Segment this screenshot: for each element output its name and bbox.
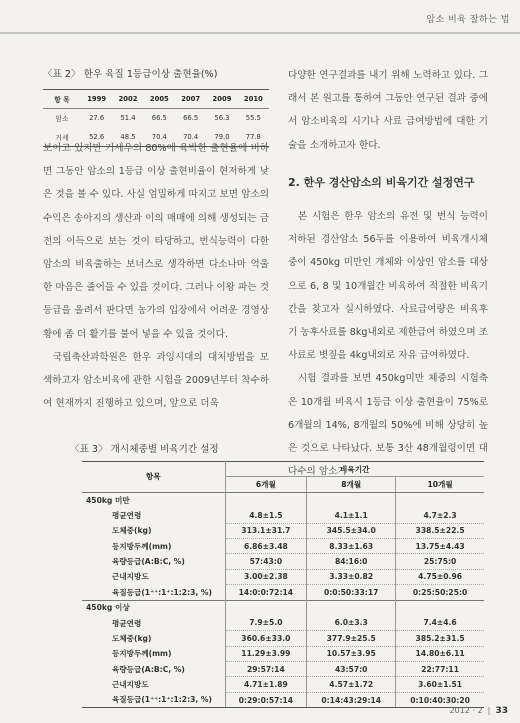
page-sep: | [485,706,493,715]
table2-cell: 66.5 [183,114,199,123]
table3-cell: 43:57:0 [307,662,396,677]
table-row [82,585,484,600]
table2-cell: 70.4 [151,132,167,141]
table3-col-group: 비육기간 [225,462,484,477]
table3-row-label: 육질등급(1⁺⁺:1⁺:1:2:3, %) [112,587,213,597]
table3-row-label: 육량등급(A:B:C, %) [112,557,185,567]
table3-cell: 345.5±34.0 [307,523,396,538]
table3-body [82,492,484,707]
table2-row-label: 암소 [55,115,69,124]
table3-row-label: 도체중(kg) [112,633,152,643]
table3-empty-cell [225,600,307,615]
page-number: 33 [495,706,508,716]
table2-year: 2009 [212,95,232,103]
table3-cell: 4.8±1.5 [225,508,307,523]
table-row [43,109,269,128]
table3-row-label: 평균연령 [112,510,142,520]
table2-cell: 51.4 [120,114,136,123]
table2-cell: 56.3 [214,114,230,123]
table3-row-label: 평균연령 [112,618,142,628]
table3-header-row [82,462,484,477]
table2-row-label: 거세 [55,133,69,142]
table3-group-row [82,600,484,615]
table3-cell: 0:10:40:30:20 [396,692,484,707]
table3 [82,461,484,708]
table3-period: 6개월 [225,477,307,492]
table3-cell: 25:75:0 [396,554,484,569]
table2-cell: 55.5 [245,114,261,123]
right-column-top [288,64,488,157]
table3-col-item: 항목 [145,472,161,482]
table-row [82,523,484,538]
table3-cell: 7.9±5.0 [225,615,307,630]
table3-cell: 3.60±1.51 [396,677,484,692]
issue-date: 2012 · 2 [449,706,483,715]
table3-cell: 4.57±1.72 [307,677,396,692]
table2-cell: 27.6 [89,114,105,123]
table3-cell: 360.6±33.0 [225,631,307,646]
paragraph: 국립축산과학원은 한우 과잉시대의 대처방법을 모색하고자 암소비육에 관한 시험을 2009년부터 착수하여 현재까지 진행하고 있으며, 앞으로 더욱 [43,351,269,410]
table3-cell: 13.75±4.43 [396,538,484,553]
paragraph: 시험 결과를 보면 450kg미만 체중의 시험축은 10개월 비육시 1등급 이상 출현율이 75%로 6개월의 14%, 8개월의 50%에 비해 상당히 높은 것으로 나타났다. 보통 3산 48개월령이면 대다수의 암소가 [288,373,488,478]
table2-year: 2007 [181,95,201,103]
table2-header-row [43,90,269,109]
running-head: 암소 비육 잘하는 법 [426,15,510,25]
table3-row-label: 도체중(kg) [112,526,152,536]
table3-cell: 377.9±25.5 [307,631,396,646]
table2-caption: 〈표 2〉 한우 육질 1등급이상 출현율(%) [43,69,218,80]
table-row [82,554,484,569]
table3-row-label: 근내지방도 [112,680,149,690]
table3-cell: 4.7±2.3 [396,508,484,523]
table2-year: 2002 [118,95,138,103]
table3-empty-cell [307,492,396,507]
table3-cell: 6.0±3.3 [307,615,396,630]
table-row [82,692,484,707]
table2-cell: 48.5 [120,132,136,141]
table-row [82,677,484,692]
table3-period: 8개월 [307,477,396,492]
paragraph: 다양한 연구결과를 내기 위해 노력하고 있다. 그래서 본 원고를 통하여 그동안 연구된 결과 중에서 암소비육의 시기나 사료 급여방법에 대한 기술을 소개하고자 한다. [288,70,488,151]
table2-cell: 77.8 [245,132,261,141]
table2-header-label: 항 목 [54,96,70,104]
table3-cell: 4.75±0.96 [396,569,484,584]
table3-period: 10개월 [396,477,484,492]
section-title: 2. 한우 경산암소의 비육기간 설정연구 [288,176,475,189]
table3-cell: 0:25:50:25:0 [396,585,484,600]
table3-cell: 14.80±6.11 [396,646,484,661]
table2-cell: 70.4 [183,132,199,141]
table3-cell: 3.33±0.82 [307,569,396,584]
table3-row-label: 육질등급(1⁺⁺:1⁺:1:2:3, %) [82,692,225,707]
table3-empty-cell [396,492,484,507]
table3-cell: 0:29:0:57:14 [225,692,307,707]
table2-cell: 52.6 [89,132,105,141]
table3-cell: 11.29±3.99 [225,646,307,661]
table3-caption: 〈표 3〉 개시체중별 비육기간 설정 [70,444,219,455]
table3-row-label: 근내지방도 [112,572,149,582]
table3-cell: 3.00±2.38 [225,569,307,584]
right-column-body [288,205,488,483]
table2-year: 2005 [149,95,169,103]
table3-cell: 10.57±3.95 [307,646,396,661]
table3-cell: 57:43:0 [225,554,307,569]
table2-year: 2010 [243,95,263,103]
table3-cell: 385.2±31.5 [396,631,484,646]
table3-cell: 0:14:43:29:14 [307,692,396,707]
table3-cell: 0:0:50:33:17 [307,585,396,600]
table3-cell: 84:16:0 [307,554,396,569]
left-column [43,137,269,415]
table-row [82,615,484,630]
table3-row-label: 등지방두께(mm) [112,541,172,551]
table3-cell: 338.5±22.5 [396,523,484,538]
table2-cell: 79.0 [214,132,230,141]
table3-empty-cell [225,492,307,507]
table2-cell: 66.5 [151,114,167,123]
table3-cell: 4.1±1.1 [307,508,396,523]
table3-cell: 6.86±3.48 [225,538,307,553]
table3-row-label: 육량등급(A:B:C, %) [112,664,185,674]
page-footer [450,706,508,716]
table3-cell: 7.4±4.6 [396,615,484,630]
table3-group-label: 450kg 미만 [82,492,225,507]
table-row [82,538,484,553]
table3-cell: 313.1±31.7 [225,523,307,538]
table-row [82,646,484,661]
table3-row-label: 등지방두께(mm) [112,649,172,659]
table3-group-label: 450kg 이상 [82,600,225,615]
table-row [82,662,484,677]
table2-year: 1999 [87,95,107,103]
table3-group-row [82,492,484,507]
table3-cell: 8.33±1.63 [307,538,396,553]
table-row [82,631,484,646]
table3-cell: 14:0:0:72:14 [225,585,307,600]
paragraph: 본 시험은 한우 암소의 유전 및 번식 능력이 저하된 경산암소 56두를 이용하여 비육개시체중이 450kg 미만인 개체와 이상인 암소를 대상으로 6, 8 및 10개월간 비육하여 적절한 비육기간을 찾고자 실시하였다. 사료급여량은 비육후기 농후사료를 8kg내외로 제한급여 하였으며 조사료로 볏짚을 4kg내외로 자유 급여하였다. [288,211,488,362]
table3-cell: 29:57:14 [225,662,307,677]
table3-cell: 4.71±1.89 [225,677,307,692]
table-row [82,508,484,523]
table3-cell: 22:77:11 [396,662,484,677]
paragraph: 보이고 있지만 거세우의 80%에 육박한 출현율에 비하면 그동안 암소의 1등급 이상 출현비율이 현저하게 낮은 것을 볼 수 있다. 사실 엄밀하게 따지고 보면 암소의 수익은 송아지의 생산과 이의 매매에 의해 생성되는 금전의 이득으로 보는 것이 타당하고, 번식능력이 다한 암소의 비육출하는 보너스로 생각하면 다소나마 억울한 마음은 줄어들 수 있을 것이다. 그러나 이왕 파는 것 등급을 올려서 판다면 농가의 입장에서 어려운 경영상황에 좀 더 활기를 불어 넣을 수 있을 것이다. [43,143,269,340]
table-row [82,569,484,584]
table3-empty-cell [396,600,484,615]
table3-empty-cell [307,600,396,615]
